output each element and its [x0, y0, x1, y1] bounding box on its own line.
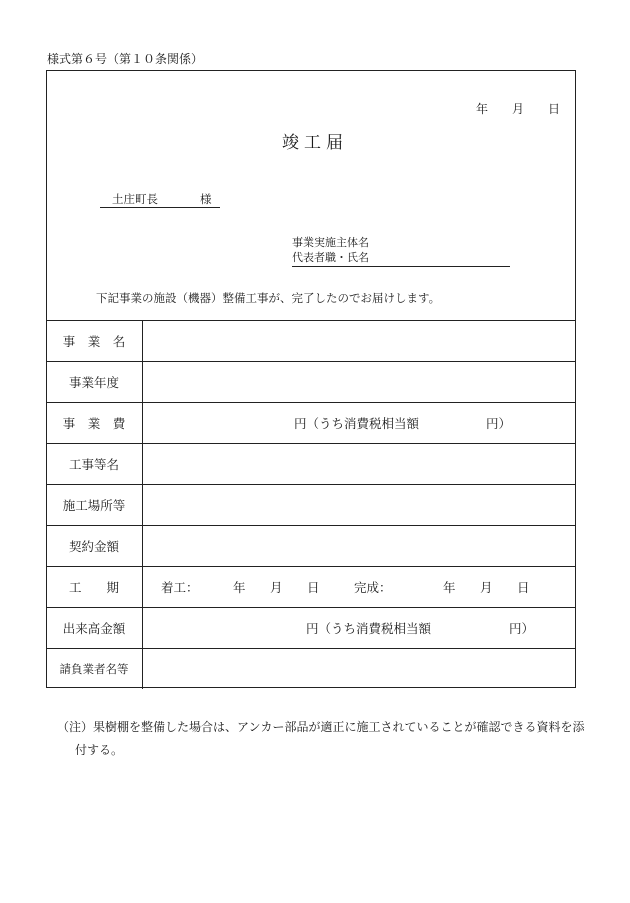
period-start-month: 月 — [270, 580, 283, 595]
row-label-project-cost: 事 業 費 — [46, 403, 143, 443]
period-start-year: 年 — [233, 580, 246, 595]
table-row — [46, 403, 576, 444]
sender-organization: 事業実施主体名 — [292, 236, 369, 249]
form-number-label: 様式第６号（第１０条関係） — [47, 52, 204, 66]
row-label-construction-site: 施工場所等 — [46, 485, 143, 525]
addressee-name: 土庄町長 — [112, 192, 158, 206]
addressee — [100, 191, 220, 208]
period-end-year: 年 — [443, 580, 456, 595]
row-label-progress-amount: 出来高金額 — [46, 608, 143, 648]
table-row — [46, 321, 576, 362]
period-start-label: 着工： — [161, 580, 199, 595]
table-row — [46, 526, 576, 567]
table-row — [46, 649, 576, 689]
completion-statement: 下記事業の施設（機器）整備工事が、完了したのでお届けします。 — [96, 291, 441, 305]
table-row — [46, 444, 576, 485]
row-label-construction-period: 工 期 — [46, 567, 143, 607]
date-month: 月 — [512, 102, 525, 116]
period-end-day: 日 — [517, 580, 530, 595]
addressee-honorific: 様 — [200, 192, 212, 206]
progress-amount-yen-close: 円） — [509, 621, 535, 636]
row-label-contractor-name: 請負業者名等 — [46, 649, 143, 689]
table-row — [46, 567, 576, 608]
note-line-1: （注）果樹棚を整備した場合は、アンカー部品が適正に施工されていることが確認できる資料を添 — [57, 720, 585, 734]
document-title: 竣工届 — [282, 133, 348, 153]
period-end-label: 完成： — [354, 580, 392, 595]
sender-representative: 代表者職・氏名 — [292, 249, 510, 267]
table-row — [46, 485, 576, 526]
project-cost-yen-text: 円（うち消費税相当額 — [294, 416, 420, 431]
date-year: 年 — [476, 102, 489, 116]
row-label-work-name: 工事等名 — [46, 444, 143, 484]
progress-amount-yen-text: 円（うち消費税相当額 — [306, 621, 432, 636]
note-line-2: 付する。 — [75, 743, 124, 757]
period-start-day: 日 — [307, 580, 320, 595]
row-label-fiscal-year: 事業年度 — [46, 362, 143, 402]
row-label-contract-amount: 契約金額 — [46, 526, 143, 566]
period-end-month: 月 — [480, 580, 493, 595]
project-cost-yen-close: 円） — [486, 416, 512, 431]
table-row — [46, 608, 576, 649]
date-day: 日 — [548, 102, 561, 116]
details-table — [46, 320, 576, 688]
row-label-project-name: 事 業 名 — [46, 321, 143, 361]
table-row — [46, 362, 576, 403]
